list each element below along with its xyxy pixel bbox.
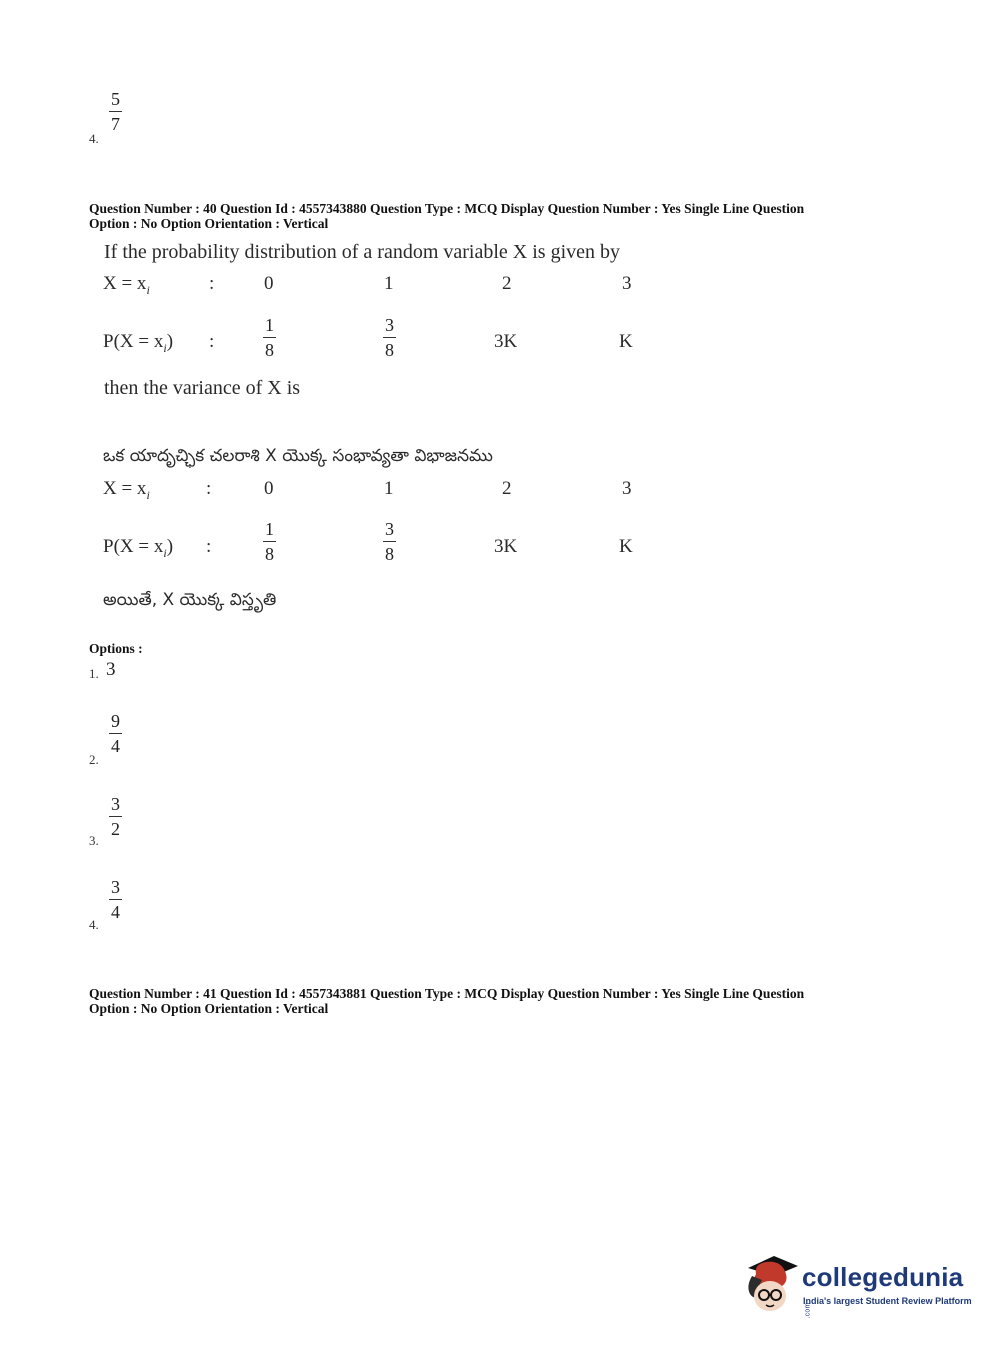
x-row-colon: :: [206, 478, 212, 499]
x-row-colon: :: [209, 273, 215, 294]
x-row-label: $X = x_i$: [103, 478, 150, 502]
logo-tagline: India's largest Student Review Platform: [803, 1296, 972, 1306]
options-label: Options :: [89, 641, 143, 656]
option-number: 3.: [89, 833, 99, 848]
p-row-label: $P(X = x_i)$: [103, 536, 174, 560]
option-2-value[interactable]: 9 4: [111, 711, 120, 756]
question-intro-telugu: ఒక యాదృచ్ఛిక చలరాశి X యొక్క సంభావ్యతా విభాజనము: [103, 446, 493, 466]
option-number: 4.: [89, 131, 99, 146]
numerator: 5: [111, 89, 120, 109]
question-meta-line1: Question Number : 41 Question Id : 4557343881 Question Type : MCQ Display Question Number : Yes Single Line Question: [89, 986, 805, 1001]
question-meta-line2: Option : No Option Orientation : Vertical: [89, 216, 329, 231]
denominator: 7: [111, 114, 120, 134]
p-value: K: [619, 331, 633, 352]
p-value: K: [619, 536, 633, 557]
x-value: 3: [622, 478, 632, 499]
p-value-fraction: 3 8: [385, 519, 394, 564]
option-fraction: [109, 90, 122, 133]
p-row-colon: :: [206, 536, 212, 557]
option-1-value[interactable]: 3: [106, 659, 116, 680]
option-number: 4.: [89, 917, 99, 932]
p-value-fraction: 1 8: [265, 315, 274, 360]
x-value: 2: [502, 273, 512, 294]
option-3-value[interactable]: 3 2: [111, 794, 120, 839]
option-number: 2.: [89, 752, 99, 767]
x-row-label: $X = x_i$: [103, 273, 150, 297]
fraction-bar: [109, 111, 122, 112]
x-value: 2: [502, 478, 512, 499]
p-row-label: $P(X = x_i)$: [103, 331, 174, 355]
option-4-value[interactable]: 3 4: [111, 877, 120, 922]
p-value-fraction: 3 8: [385, 315, 394, 360]
p-value: 3K: [494, 536, 518, 557]
x-value: 1: [384, 273, 394, 294]
logo-wordmark: collegedunia.com: [802, 1262, 964, 1319]
question-conclusion-english: then the variance of X is: [104, 377, 301, 399]
p-value-fraction: 1 8: [265, 519, 274, 564]
p-value: 3K: [494, 331, 518, 352]
x-value: 0: [264, 273, 274, 294]
question-intro-english: If the probability distribution of a random variable X is given by: [104, 241, 620, 263]
question-meta-line1: Question Number : 40 Question Id : 4557343880 Question Type : MCQ Display Question Number : Yes Single Line Question: [89, 201, 805, 216]
collegedunia-logo[interactable]: [742, 1250, 972, 1320]
question-meta-line2: Option : No Option Orientation : Vertical: [89, 1001, 329, 1016]
x-value: 3: [622, 273, 632, 294]
x-value: 0: [264, 478, 274, 499]
x-value: 1: [384, 478, 394, 499]
mascot-icon: [742, 1252, 800, 1314]
option-number: 1.: [89, 666, 99, 681]
question-conclusion-telugu: అయితే, X యొక్క విస్తృతి: [103, 590, 277, 610]
p-row-colon: :: [209, 331, 215, 352]
